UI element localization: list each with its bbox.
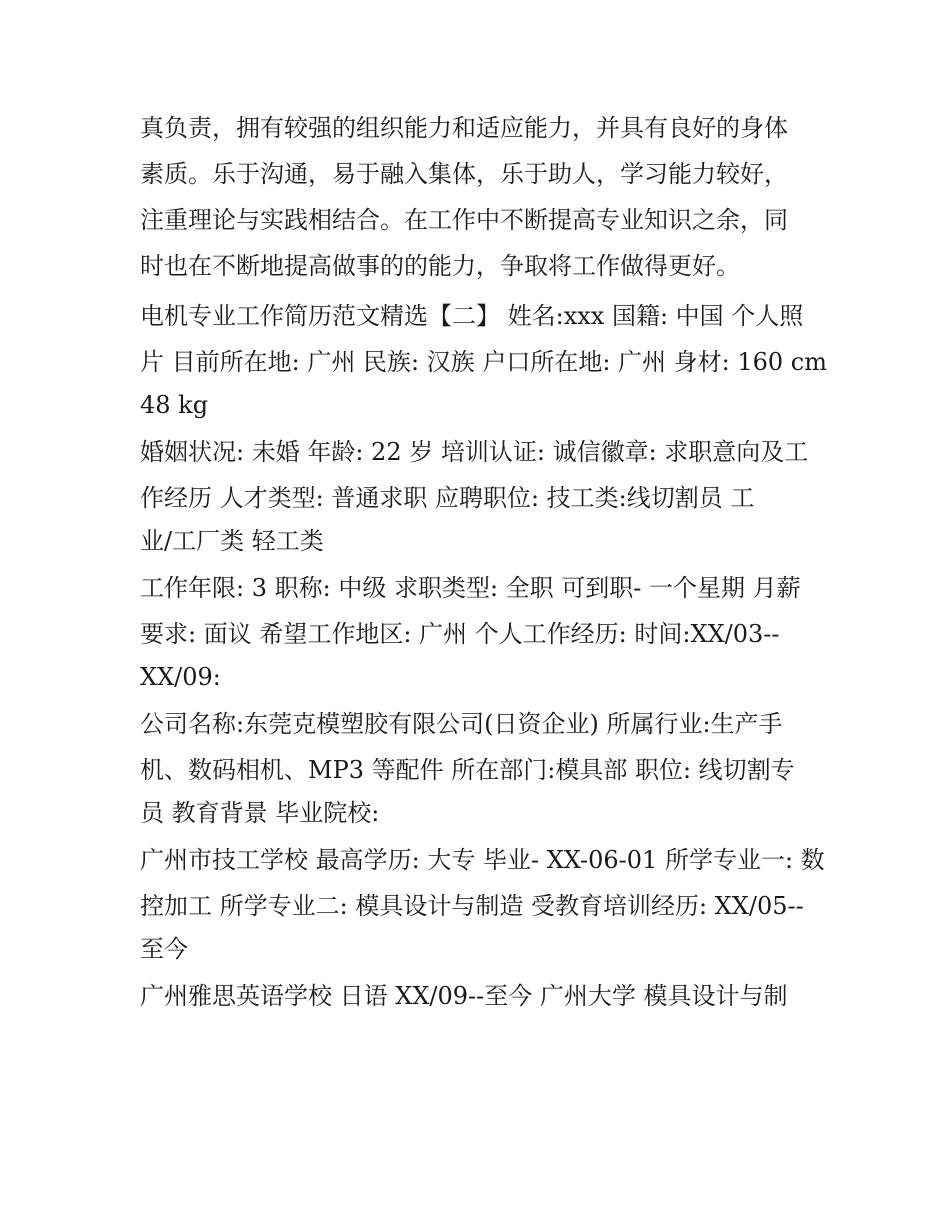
text-line: 公司名称:东莞克模塑胶有限公司(日资企业) 所属行业:生产手 <box>140 710 783 738</box>
text-line: 素质。乐于沟通，易于融入集体，乐于助人，学习能力较好， <box>140 160 788 188</box>
document-body <box>140 105 828 1019</box>
text-line: 时也在不断地提高做事的的能力，争取将工作做得更好。 <box>140 252 740 280</box>
text-line: 要求: 面议 希望工作地区: 广州 个人工作经历: 时间:XX/03-- <box>140 620 780 648</box>
text-line: 广州市技工学校 最高学历: 大专 毕业- XX-06-01 所学专业一: 数 <box>140 846 825 874</box>
paragraph-self-evaluation <box>140 105 812 289</box>
text-line: 电机专业工作简历范文精选【二】 姓名:xxx 国籍: 中国 个人照 <box>140 302 804 330</box>
text-line: 业/工厂类 轻工类 <box>140 527 324 555</box>
paragraph-work-terms <box>140 565 812 697</box>
text-line: 作经历 人才类型: 普通求职 应聘职位: 技工类:线切割员 工 <box>140 484 755 512</box>
text-line: 片 目前所在地: 广州 民族: 汉族 户口所在地: 广州 身材: 160 cm <box>140 348 828 376</box>
text-line: 员 教育背景 毕业院校: <box>140 799 380 827</box>
text-line: 真负责，拥有较强的组织能力和适应能力，并具有良好的身体 <box>140 114 788 142</box>
text-line: 注重理论与实践相结合。在工作中不断提高专业知识之余，同 <box>140 206 788 234</box>
paragraph-training <box>140 973 812 1019</box>
paragraph-education <box>140 837 825 969</box>
text-line: 工作年限: 3 职称: 中级 求职类型: 全职 可到职- 一个星期 月薪 <box>140 574 801 602</box>
text-line: 机、数码相机、MP3 等配件 所在部门:模具部 职位: 线切割专 <box>140 756 795 784</box>
paragraph-company <box>140 701 812 833</box>
text-line: 婚姻状况: 未婚 年龄: 22 岁 培训认证: 诚信徽章: 求职意向及工 <box>140 438 809 466</box>
text-line: XX/09: <box>140 663 221 691</box>
text-line: 广州雅思英语学校 日语 XX/09--至今 广州大学 模具设计与制 <box>140 982 788 1010</box>
paragraph-job-intention <box>140 429 812 561</box>
text-line: 控加工 所学专业二: 模具设计与制造 受教育培训经历: XX/05-- <box>140 892 804 920</box>
text-line: 48 kg <box>140 391 209 419</box>
text-line: 至今 <box>140 935 188 963</box>
paragraph-personal-info <box>140 293 828 425</box>
